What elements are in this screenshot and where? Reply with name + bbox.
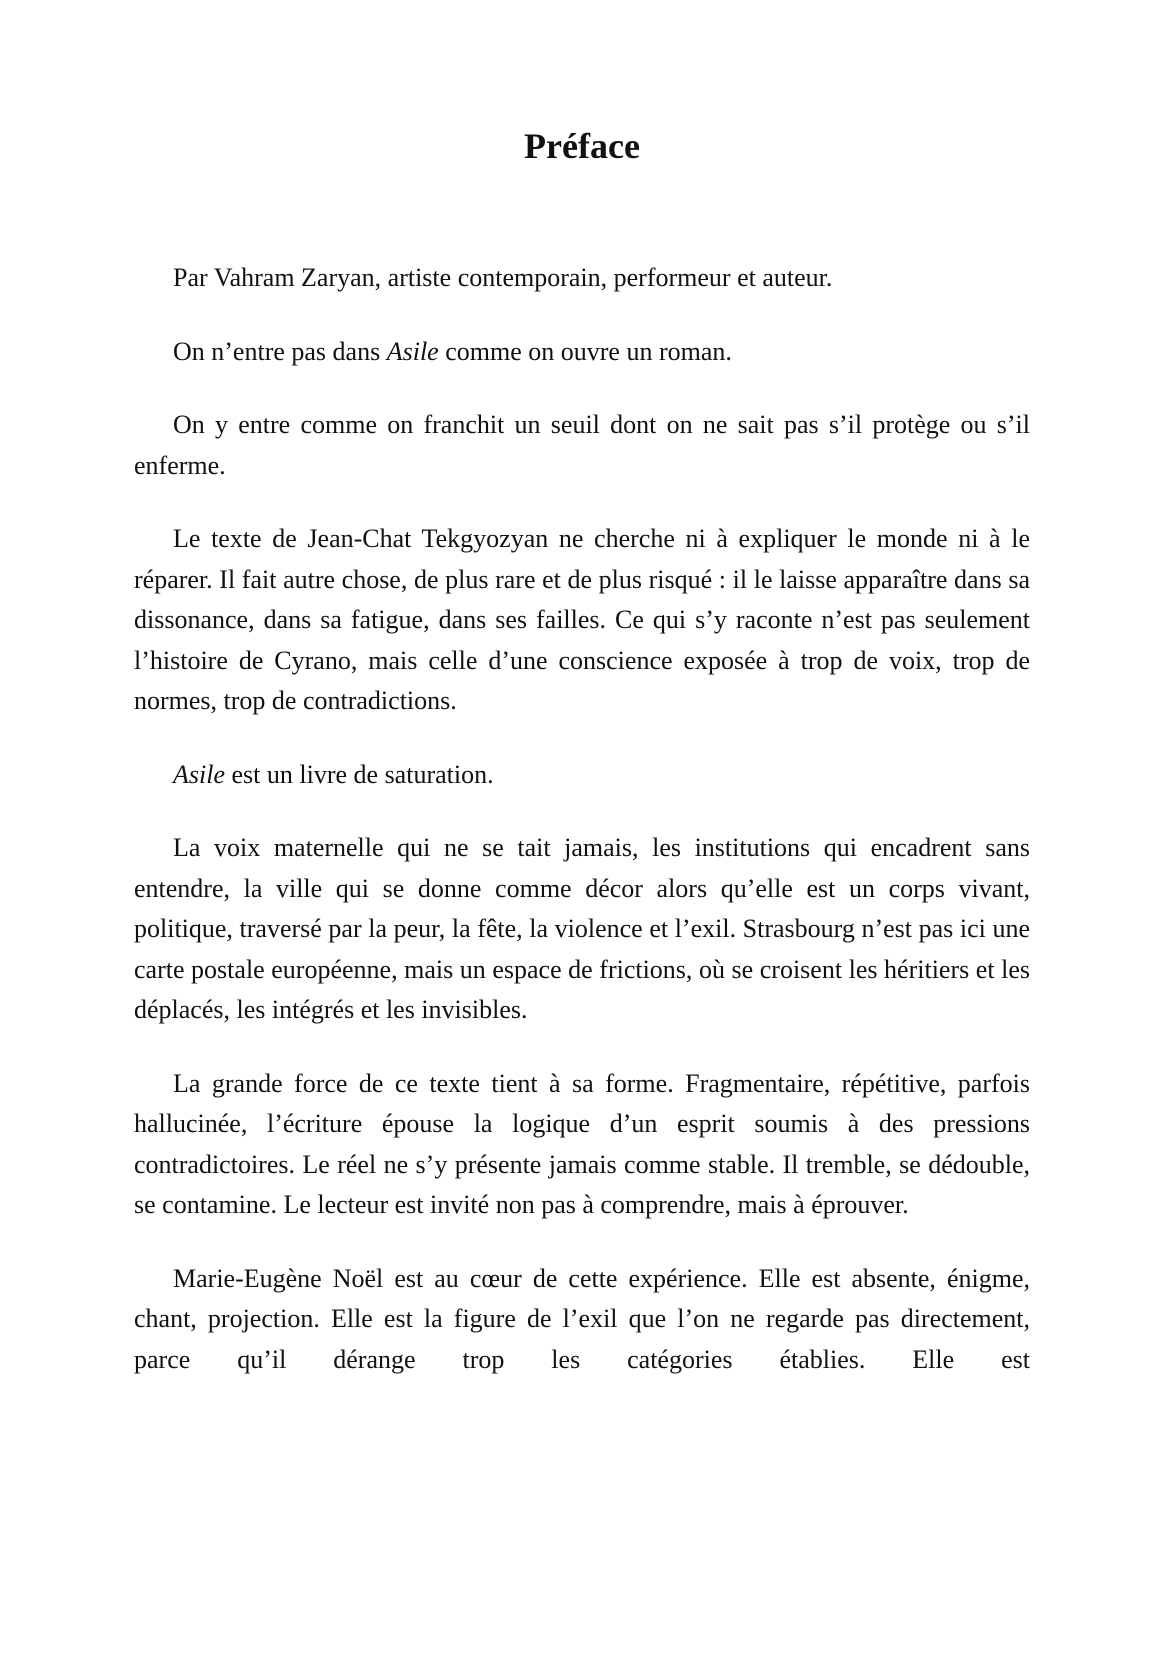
body-text <box>134 258 1030 1413</box>
paragraph-text: Marie-Eugène Noël est au cœur de cette expérience. Elle est absente, énigme, chant, projection. Elle est la figure de l’exil que l’on ne regarde pas directement, parce qu’il dérange trop les catégories établies. Elle est <box>134 1263 1030 1374</box>
paragraph <box>134 258 1030 299</box>
paragraph-text: Par Vahram Zaryan, artiste contemporain, performeur et auteur. <box>173 263 833 292</box>
italic-title-text: Asile <box>173 759 225 789</box>
paragraph <box>134 755 1030 796</box>
paragraph <box>134 1064 1030 1226</box>
italic-title-text: Asile <box>386 336 439 366</box>
paragraph-text: La voix maternelle qui ne se tait jamais, les institutions qui encadrent sans entendre, la ville qui se donne comme décor alors qu’elle est un corps vivant, politique, traversé par la peur, la fête, la violence et l’exil. Strasbourg n’est pas ici une carte postale européenne, mais un espace de frictions, où se croisent les héritiers et les déplacés, les intégrés et les invisibles. <box>134 833 1030 1024</box>
paragraph-text: On n’entre pas dans <box>173 336 387 366</box>
paragraph <box>134 828 1030 1031</box>
paragraph <box>134 1259 1030 1381</box>
paragraph <box>134 405 1030 486</box>
paragraph-text: La grande force de ce texte tient à sa forme. Fragmentaire, répétitive, parfois hallucinée, l’écriture épouse la logique d’un esprit soumis à des pressions contradictoires. Le réel ne s’y présente jamais comme stable. Il tremble, se dédouble, se contamine. Le lecteur est invité non pas à comprendre, mais à éprouver. <box>134 1068 1030 1219</box>
paragraph-text: Le texte de Jean-Chat Tekgyozyan ne cherche ni à expliquer le monde ni à le réparer. Il fait autre chose, de plus rare et de plus risqué : il le laisse apparaître dans sa dissonance, dans sa fatigue, dans ses failles. Ce qui s’y raconte n’est pas seulement l’histoire de Cyrano, mais celle d’une conscience exposée à trop de voix, trop de normes, trop de contradictions. <box>134 524 1030 715</box>
page-title: Préface <box>524 126 640 166</box>
paragraph-text: On y entre comme on franchit un seuil dont on ne sait pas s’il protège ou s’il enferme. <box>134 410 1030 480</box>
paragraph <box>134 519 1030 722</box>
paragraph <box>134 332 1030 373</box>
paragraph-text: comme on ouvre un roman. <box>438 336 732 366</box>
paragraph-text: est un livre de saturation. <box>225 759 494 789</box>
